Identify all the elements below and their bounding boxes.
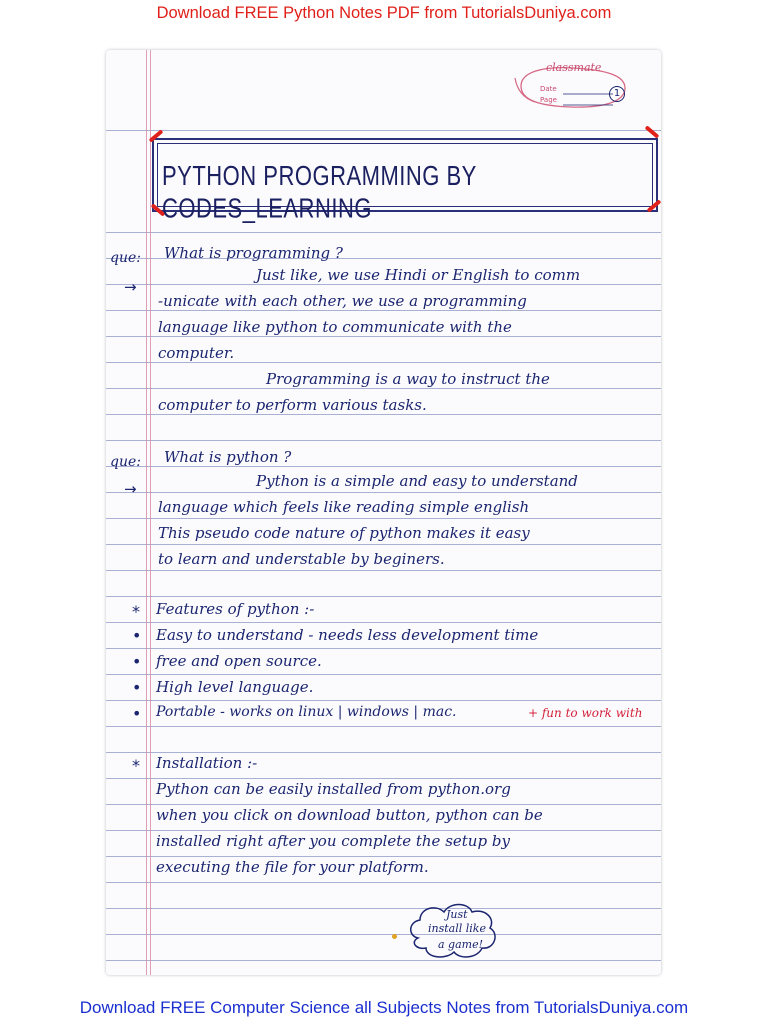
rule-line xyxy=(106,804,661,805)
rule-line xyxy=(106,934,661,935)
q2-question: What is python ? xyxy=(164,448,292,466)
rule-line xyxy=(106,726,661,727)
rule-line xyxy=(106,960,661,961)
q2-answer-line: language which feels like reading simple english xyxy=(158,498,530,516)
installation-line: executing the file for your platform. xyxy=(156,858,429,876)
star-bullet-icon: * xyxy=(132,602,140,621)
rule-line xyxy=(106,492,661,493)
rule-line xyxy=(106,856,661,857)
cloud-note-line: Just xyxy=(446,908,468,921)
star-bullet-icon: * xyxy=(132,756,140,775)
red-corner-mark xyxy=(645,125,660,138)
rule-line xyxy=(106,232,661,233)
top-download-banner[interactable]: Download FREE Python Notes PDF from TutorialsDuniya.com xyxy=(156,4,612,22)
rule-line xyxy=(106,130,661,131)
notebook-page xyxy=(106,50,661,975)
rule-line xyxy=(106,440,661,441)
q1-question: What is programming ? xyxy=(164,244,343,262)
rule-line xyxy=(106,518,661,519)
dot-bullet-icon: • xyxy=(132,652,142,671)
brand-name: classmate xyxy=(546,61,602,74)
q1-answer-line: computer to perform various tasks. xyxy=(158,396,427,414)
rule-line xyxy=(106,544,661,545)
rule-line xyxy=(106,778,661,779)
rule-line xyxy=(106,674,661,675)
q1-answer-line: language like python to communicate with the xyxy=(158,318,512,336)
rule-line xyxy=(106,908,661,909)
page-title: PYTHON PROGRAMMING BY CODES_LEARNING xyxy=(162,160,477,224)
cloud-note-line: a game! xyxy=(438,938,484,951)
rule-line xyxy=(106,570,661,571)
page-label: Page xyxy=(540,96,557,104)
feature-item: Portable - works on linux | windows | mac. xyxy=(156,704,457,720)
q1-answer-line: computer. xyxy=(158,344,235,362)
rule-line xyxy=(106,310,661,311)
page-number: 1 xyxy=(609,86,625,102)
rule-line xyxy=(106,830,661,831)
q2-answer-line: Python is a simple and easy to understand xyxy=(256,472,578,490)
cloud-note-line: install like xyxy=(428,922,486,935)
rule-line xyxy=(106,336,661,337)
bottom-download-banner[interactable]: Download FREE Computer Science all Subjects Notes from TutorialsDuniya.com xyxy=(79,998,689,1017)
rule-line xyxy=(106,388,661,389)
rule-line xyxy=(106,362,661,363)
arrow-icon: → xyxy=(124,278,137,296)
q2-answer-line: to learn and understable by beginers. xyxy=(158,550,445,568)
q1-answer-line: Just like, we use Hindi or English to comm xyxy=(256,266,581,284)
rule-line xyxy=(106,596,661,597)
feature-item: Easy to understand - needs less development time xyxy=(156,626,539,644)
feature-red-note: + fun to work with xyxy=(528,706,643,720)
features-heading: Features of python :- xyxy=(156,600,315,618)
doodle-dot-icon xyxy=(392,934,397,939)
rule-line xyxy=(106,752,661,753)
dot-bullet-icon: • xyxy=(132,626,142,645)
q1-answer-line: Programming is a way to instruct the xyxy=(266,370,550,388)
rule-line xyxy=(106,284,661,285)
arrow-icon: → xyxy=(124,480,137,498)
q1-label: que: xyxy=(110,250,141,266)
q2-answer-line: This pseudo code nature of python makes it easy xyxy=(158,524,530,542)
dot-bullet-icon: • xyxy=(132,678,142,697)
rule-line xyxy=(106,648,661,649)
installation-line: Python can be easily installed from python.org xyxy=(156,780,511,798)
q2-label: que: xyxy=(110,454,141,470)
feature-item: free and open source. xyxy=(156,652,322,670)
rule-line xyxy=(106,700,661,701)
dot-bullet-icon: • xyxy=(132,704,142,723)
q1-answer-line: -unicate with each other, we use a programming xyxy=(158,292,527,310)
rule-line xyxy=(106,882,661,883)
rule-line xyxy=(106,466,661,467)
installation-heading: Installation :- xyxy=(156,754,258,772)
rule-line xyxy=(106,622,661,623)
margin-line xyxy=(150,50,151,975)
date-label: Date xyxy=(540,85,557,93)
installation-line: when you click on download button, python can be xyxy=(156,806,543,824)
installation-line: installed right after you complete the setup by xyxy=(156,832,510,850)
feature-item: High level language. xyxy=(156,678,314,696)
margin-line xyxy=(146,50,147,975)
rule-line xyxy=(106,414,661,415)
